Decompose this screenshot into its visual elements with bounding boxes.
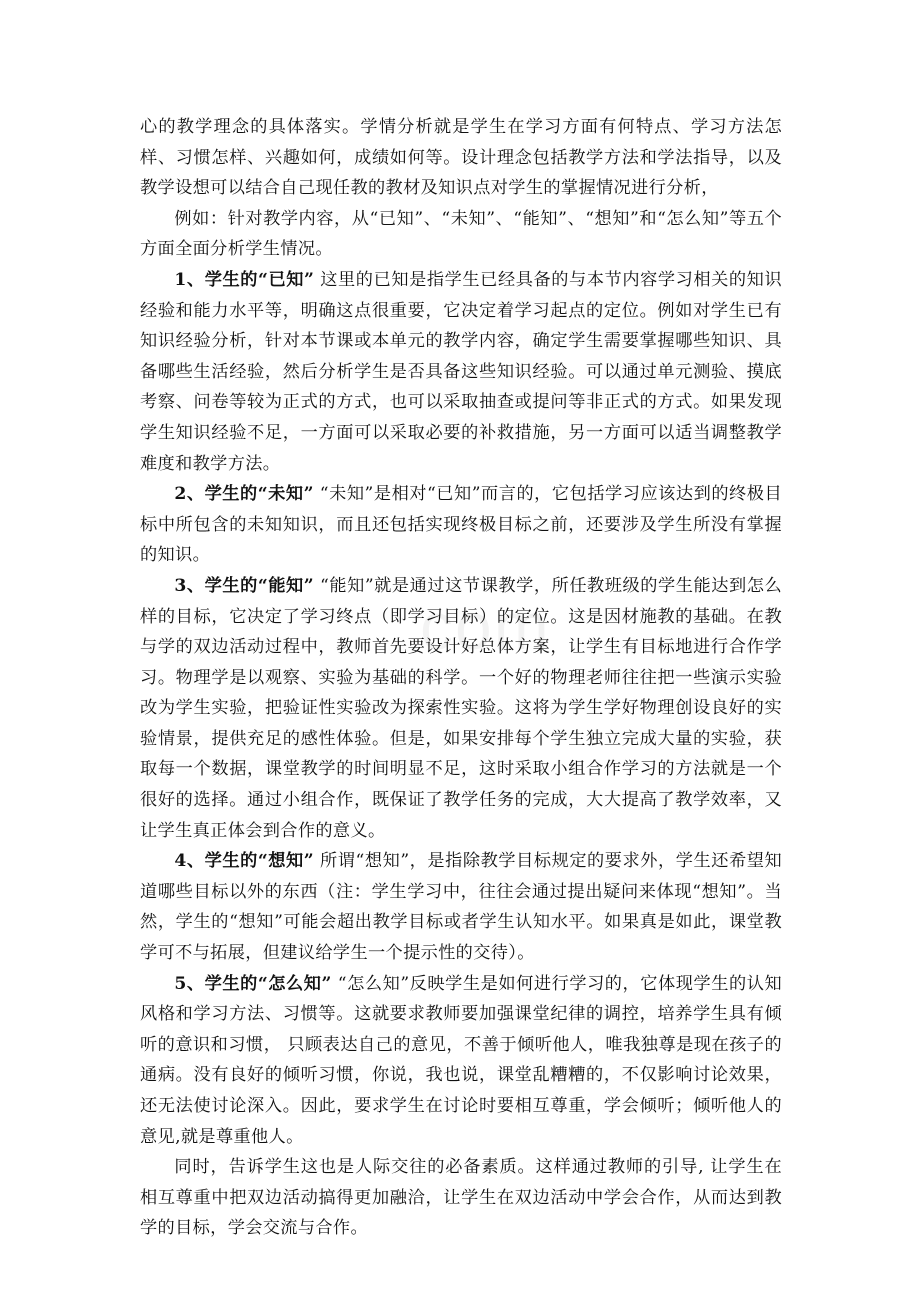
section-heading-5: 5、学生的“怎么知” [174, 973, 332, 994]
closing-paragraph: 同时，告诉学生这也是人际交往的必备素质。这样通过教师的引导, 让学生在相互尊重中把双边活动搞得更加融洽，让学生在双边活动中学会合作，从而达到教学的目标，学会交流与合作。 [140, 1157, 782, 1239]
section-body-3: “能知”就是通过这节课教学，所任教班级的学生能达到怎么样的目标，它决定了学习终点（即学习目标）的定位。这是因材施教的基础。在教与学的双边活动过程中，教师首先要设计好总体方案，让学生有目标地进行合作学习。物理学是以观察、实验为基础的科学。一个好的物理老师往往把一些演示实验改为学生实验，把验证性实验改为探索性实验。这将为学生学好物理创设良好的实验情景，提供充足的感性体验。但是，如果安排每个学生独立完成大量的实验，获取每一个数据，课堂教学的时间明显不足，这时采取小组合作学习的方法就是一个很好的选择。通过小组合作，既保证了教学任务的完成，大大提高了教学效率，又让学生真正体会到合作的意义。 [140, 575, 782, 841]
intro-paragraph: 心的教学理念的具体落实。学情分析就是学生在学习方面有何特点、学习方法怎样、习惯怎样、兴趣如何，成绩如何等。设计理念包括教学方法和学法指导，以及教学设想可以结合自己现任教的教材及知识点对学生的掌握情况进行分析， [140, 117, 782, 199]
section-heading-3: 3、学生的“能知” [174, 575, 315, 596]
section-body-5: “怎么知”反映学生是如何进行学习的，它体现学生的认知风格和学习方法、习惯等。这就要求教师要加强课堂纪律的调控，培养学生具有倾听的意识和习惯， 只顾表达自己的意见，不善于倾听他人，唯我独尊是现在孩子的通病。没有良好的倾听习惯，你说，我也说，课堂乱糟糟的，不仅影响讨论效果，还无法使讨论深入。因此，要求学生在讨论时要相互尊重，学会倾听；倾听他人的意见,就是尊重他人。 [140, 973, 783, 1147]
section-paragraph-2 [140, 479, 782, 571]
section-body-1: 这里的已知是指学生已经具备的与本节内容学习相关的知识经验和能力水平等，明确这点很重要，它决定着学习起点的定位。例如对学生已有知识经验分析，针对本节课或本单元的教学内容，确定学生需要掌握哪些知识、具备哪些生活经验，然后分析学生是否具备这些知识经验。可以通过单元测验、摸底考察、问卷等较为正式的方式，也可以采取抽查或提问等非正式的方式。如果发现学生知识经验不足，一方面可以采取必要的补救措施，另一方面可以适当调整教学难度和教学方法。 [140, 269, 782, 474]
section-body-4: 所谓“想知”，是指除教学目标规定的要求外，学生还希望知道哪些目标以外的东西（注：学生学习中，往往会通过提出疑问来体现“想知”。当然，学生的“想知”可能会超出教学目标或者学生认知水平。如果真是如此，课堂教学可不与拓展，但建议给学生一个提示性的交待）。 [140, 851, 782, 964]
section-heading-2: 2、学生的“未知” [174, 484, 314, 505]
section-paragraph-5 [140, 969, 782, 1153]
section-heading-4: 4、学生的“想知” [174, 851, 315, 872]
section-heading-1: 1、学生的“已知” [174, 269, 315, 290]
document-page [140, 112, 782, 1244]
section-paragraph-4 [140, 846, 782, 968]
section-paragraph-3 [140, 571, 782, 846]
section-body-2: “未知”是相对“已知”而言的，它包括学习应该达到的终极目标中所包含的未知知识，而且还包括实现终极目标之前，还要涉及学生所没有掌握的知识。 [140, 484, 782, 566]
example-paragraph: 例如：针对教学内容，从“已知”、“未知”、“能知”、“想知”和“怎么知”等五个方面全面分析学生情况。 [140, 208, 782, 260]
section-paragraph-1 [140, 265, 782, 479]
